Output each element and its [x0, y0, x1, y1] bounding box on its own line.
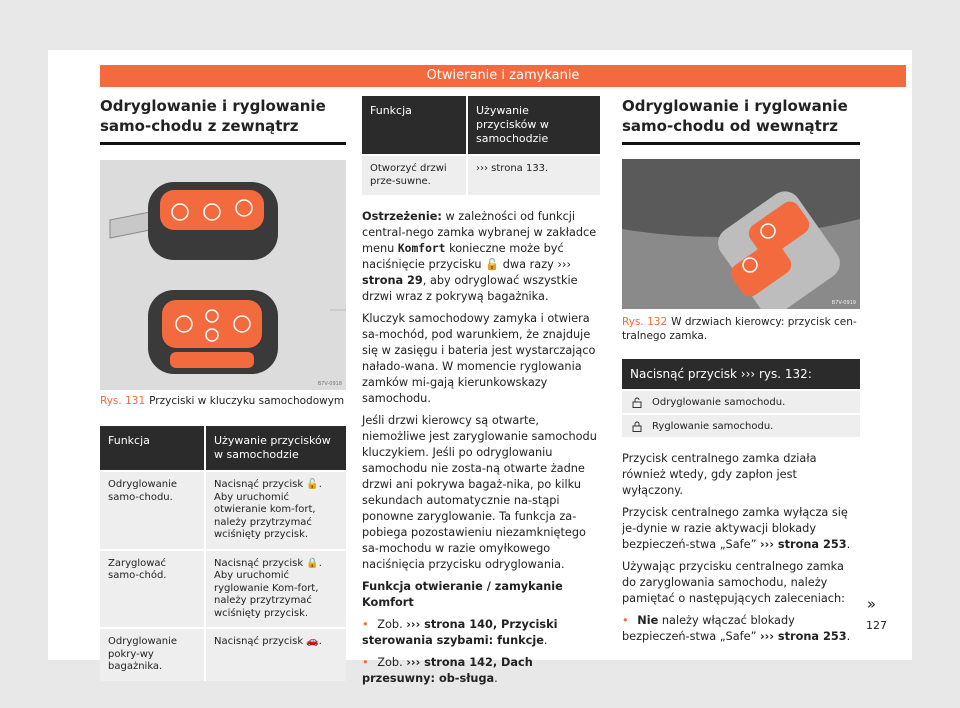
lock-row: [622, 413, 860, 437]
right-column: [622, 96, 860, 651]
bullet-prefix: Zob.: [377, 656, 403, 669]
lock-row-label: Odryglowanie samochodu.: [652, 396, 786, 408]
figure-caption: [100, 394, 346, 408]
key-fob-illustration: [100, 160, 346, 390]
table-header: Używanie przycisków w samochodzie: [467, 96, 600, 155]
table-row: [100, 628, 346, 681]
heading-rule: [100, 142, 346, 145]
bullet-text: należy włączać blokady bezpieczeń-stwa „Safe”: [622, 614, 795, 643]
page-number: 127: [866, 619, 887, 632]
paragraph: Przycisk centralnego zamka wyłącza się je-dynie w razie aktywacji blokady bezpieczeń-stwa „Safe” ››› strona 253.: [622, 506, 851, 551]
table-cell: Odryglowanie samo-chodu.: [100, 471, 205, 550]
warning-paragraph: [362, 209, 600, 305]
left-column: [100, 96, 346, 681]
left-heading: Odryglowanie i ryglowanie samo-chodu z zewnątrz: [100, 97, 326, 135]
figure-label: Rys. 131: [100, 395, 146, 407]
door-button-figure: [622, 159, 860, 309]
continue-marker: »: [866, 595, 876, 613]
menu-name: Komfort: [397, 242, 446, 255]
door-button-illustration: [622, 159, 860, 309]
heading-rule: [622, 142, 860, 145]
table-cell: Nacisnąć przycisk 🔓. Aby uruchomić otwieranie kom-fort, należy przytrzymać wciśnięty przycisk.: [205, 471, 346, 550]
warning-text: , aby odryglować wszystkie drzwi wraz z pokrywą bagażnika.: [362, 274, 578, 303]
bullet-item: • Zob. ››› strona 140, Przyciski sterowania szybami: funkcje.: [362, 617, 600, 649]
figure-caption: [622, 315, 860, 343]
function-table-middle: [362, 96, 600, 195]
table-cell: Otworzyć drzwi prze-suwne.: [362, 155, 467, 195]
page-link[interactable]: strona 29: [362, 274, 423, 287]
table-row: [362, 155, 600, 195]
paragraph: Używając przycisku centralnego zamka do zaryglowania samochodu, należy pamiętać o następujących zaleceniach:: [622, 560, 845, 605]
right-heading: Odryglowanie i ryglowanie samo-chodu od wewnątrz: [622, 97, 848, 135]
page-link[interactable]: ››› strona 253: [760, 630, 847, 643]
page-link[interactable]: ››› strona 133.: [467, 155, 600, 195]
paragraph: Jeśli drzwi kierowcy są otwarte, niemożliwe jest zaryglowanie samochodu kluczykiem. Jeśli po odryglowaniu samochodu nie zosta-ną otwarte żadne drzwi ani pokrywa bagaż-nika, po kilku sekundach automatycznie na-stąpi ponowne zaryglowanie. Ta funkcja za-pobiega pozostawieniu niezamkniętego sa-mochodu w razie omyłkowego naciśnięcia przycisku odryglowania.: [362, 414, 597, 571]
lock-row-label: Ryglowanie samochodu.: [652, 420, 774, 432]
page-link[interactable]: ››› strona 253: [760, 538, 847, 551]
bullet-bold: Nie: [637, 614, 659, 627]
manual-page: [48, 50, 912, 685]
section-bar: Nacisnąć przycisk ››› rys. 132:: [622, 359, 860, 389]
function-table-left: [100, 426, 346, 681]
lock-icon: [622, 421, 652, 432]
figure-caption-text: Przyciski w kluczyku samochodowym: [149, 395, 345, 407]
figure-caption-text: W drzwiach kierowcy: przycisk cen-tralnego zamka.: [622, 316, 857, 342]
figure-code: B7V-0919: [831, 300, 856, 306]
figure-code: B7V-0918: [317, 381, 342, 387]
bullet-item: • Zob. ››› strona 142, Dach przesuwny: ob-sługa.: [362, 655, 600, 687]
table-cell: Zaryglować samo-chód.: [100, 550, 205, 629]
paragraph-text: Przycisk centralnego zamka wyłącza się je-dynie w razie aktywacji blokady bezpieczeń-stwa „Safe”: [622, 506, 848, 551]
table-cell: Nacisnąć przycisk 🚗.: [205, 628, 346, 681]
paragraph: Kluczyk samochodowy zamyka i otwiera sa-mochód, pod warunkiem, że znajduje się w zasięgu i bateria jest wystarczająco nałado-wana. W momencie ryglowania zamków mi-gają kierunkowskazy samochodu.: [362, 312, 596, 405]
table-header: Używanie przycisków w samochodzie: [205, 426, 346, 471]
table-header: Funkcja: [362, 96, 467, 155]
table-header: Funkcja: [100, 426, 205, 471]
paragraph: Przycisk centralnego zamka działa również wtedy, gdy zapłon jest wyłączony.: [622, 452, 817, 497]
page-link[interactable]: ››› strona 142, Dach przesuwny: ob-sługa: [362, 656, 533, 685]
warning-text: konieczne może być naciśnięcie przycisku 🔓 dwa razy ›››: [362, 242, 571, 271]
warning-text: w zależności od funkcji central-nego zamka wybranej w zakładce menu: [362, 210, 597, 255]
subheading: Funkcja otwieranie / zamykanie Komfort: [362, 580, 563, 609]
warning-label: Ostrzeżenie:: [362, 210, 442, 223]
table-row: [100, 471, 346, 550]
table-cell: Nacisnąć przycisk 🔒. Aby uruchomić ryglowanie Kom-fort, należy przytrzymać wciśnięty przycisk.: [205, 550, 346, 629]
key-fob-figure: [100, 160, 346, 390]
unlock-icon: [622, 397, 652, 408]
bullet-item: • Nie należy włączać blokady bezpieczeń-stwa „Safe” ››› strona 253.: [622, 613, 860, 645]
figure-label: Rys. 132: [622, 316, 668, 328]
page-link[interactable]: ››› strona 140, Przyciski sterowania szybami: funkcje: [362, 618, 558, 647]
middle-column: [362, 96, 600, 693]
lock-row: [622, 389, 860, 413]
bullet-prefix: Zob.: [377, 618, 403, 631]
table-cell: Odryglowanie pokry-wy bagażnika.: [100, 628, 205, 681]
table-row: [100, 550, 346, 629]
chapter-header: Otwieranie i zamykanie: [100, 65, 906, 87]
